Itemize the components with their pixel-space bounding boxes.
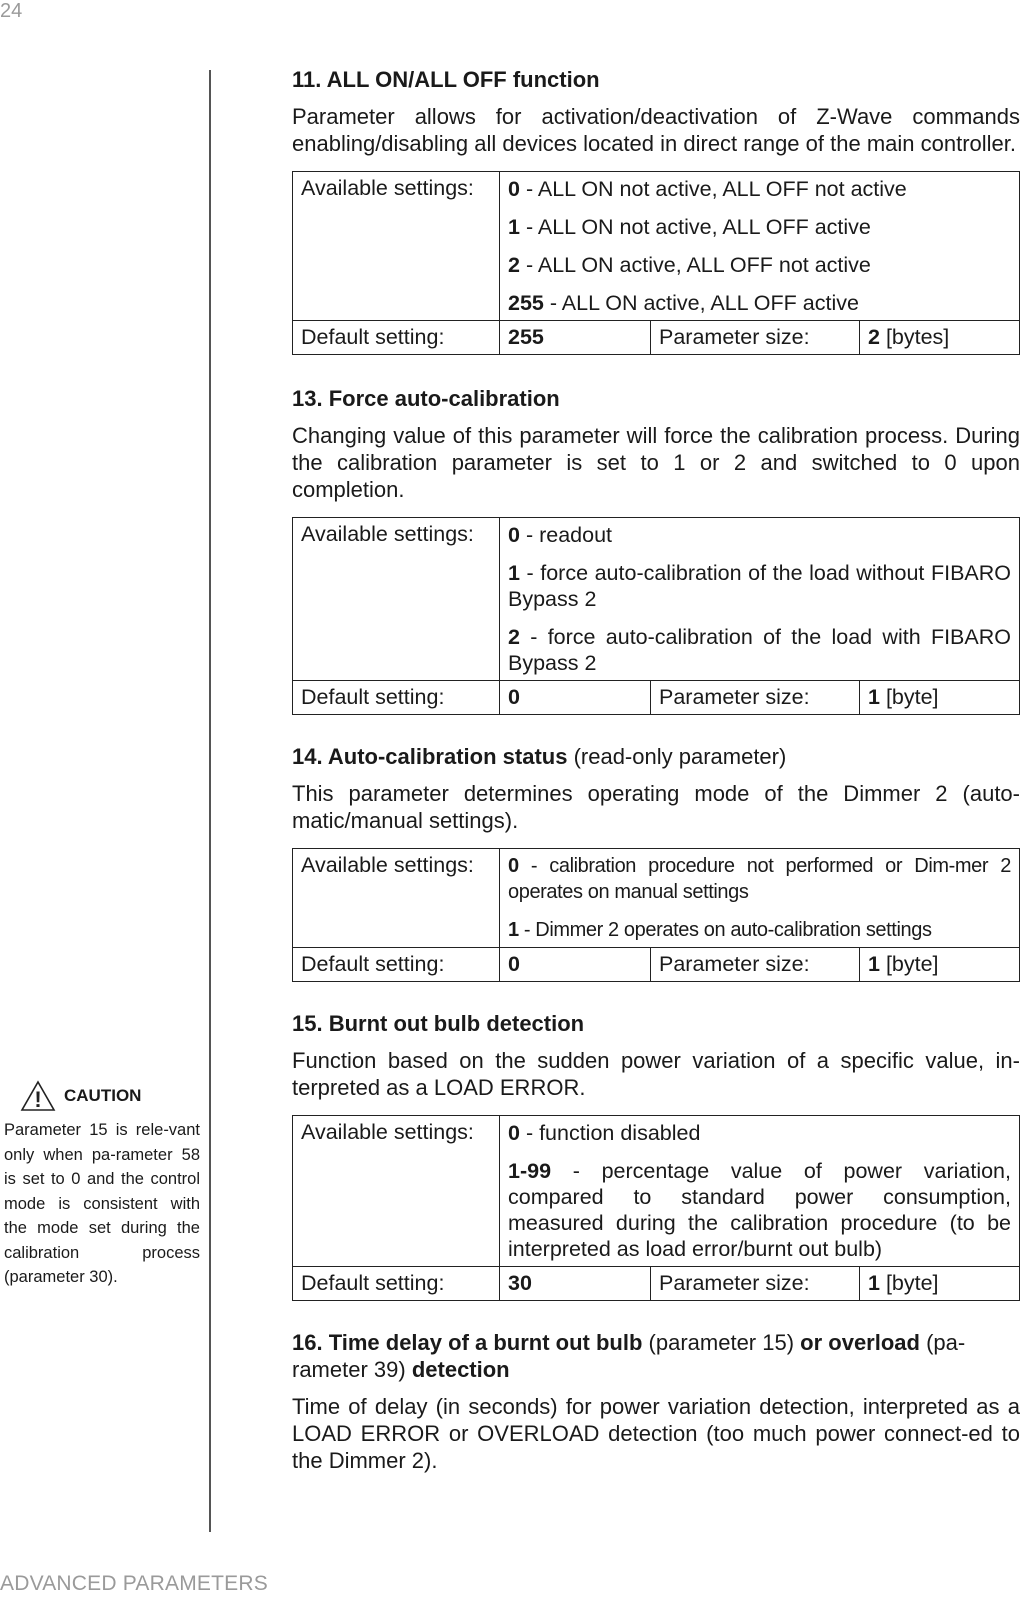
option-text: - percentage value of power variation, compared to standard power consumption, measured during the calibration procedure (to be interpreted as load error/burnt out bulb) [508,1159,1011,1261]
option-text: - readout [519,523,612,547]
parameter-size-value [860,321,1020,355]
section-parameter-15 [292,1010,1020,1301]
section-description: Time of delay (in seconds) for power variation detection, interpreted as a LOAD ERROR or OVERLOAD detection (too much power connect-ed to the Dimmer 2). [292,1394,1020,1473]
option-item [508,522,1011,548]
caution-header [20,1080,200,1112]
default-setting-label: Default setting: [293,321,500,355]
option-value: 2 [508,625,520,649]
warning-triangle-icon [20,1080,56,1112]
size-number: 2 [868,325,880,349]
size-number: 1 [868,952,880,976]
caution-title: CAUTION [64,1086,142,1105]
parameter-table [292,848,1020,982]
caution-text: Parameter 15 is rele-vant only when pa-rameter 58 is set to 0 and the control mode is consistent with the mode set during the calibration process (parameter 30). [4,1121,200,1286]
default-setting-value [500,1267,651,1301]
option-item [508,560,1011,612]
option-item [508,624,1011,676]
section-title-main: 14. Auto-calibration status [292,744,568,769]
option-item [508,917,1011,943]
section-title: 15. Burnt out bulb detection [292,1011,585,1036]
svg-text:!: ! [34,1087,42,1112]
available-settings-row [293,172,1020,321]
section-parameter-13 [292,385,1020,715]
section-description: Function based on the sudden power variation of a specific value, in-terpreted as a LOAD ERROR. [292,1048,1020,1100]
available-settings-label: Available settings: [293,518,500,681]
default-value: 0 [508,952,520,976]
section-title [292,1329,1020,1383]
option-text: - Dimmer 2 operates on auto-calibration settings [518,919,932,941]
option-value: 0 [508,177,520,201]
available-settings-label: Available settings: [293,849,500,948]
default-setting-row [293,948,1020,982]
default-setting-value [500,681,651,715]
option-value: 1 [508,561,520,585]
option-item [508,214,1011,240]
default-setting-label: Default setting: [293,1267,500,1301]
option-text: - ALL ON active, ALL OFF active [543,291,859,315]
parameter-size-value [860,1267,1020,1301]
section-title-part: 16. Time delay of a burnt out bulb [292,1330,643,1355]
size-number: 1 [868,1271,880,1295]
available-settings-label: Available settings: [293,172,500,321]
option-text: - calibration procedure not performed or Dim-mer 2 operates on manual settings [508,855,1011,903]
option-text: - force auto-calibration of the load with FIBARO Bypass 2 [508,625,1011,675]
section-title: 13. Force auto-calibration [292,386,560,411]
section-description: Changing value of this parameter will force the calibration process. During the calibration parameter is set to 1 or 2 and switched to 0 upon completion. [292,423,1020,502]
parameter-size-label: Parameter size: [651,1267,860,1301]
default-setting-value [500,948,651,982]
default-setting-row [293,1267,1020,1301]
options-cell [500,172,1020,321]
option-item [508,252,1011,278]
option-value: 255 [508,291,544,315]
default-setting-value [500,321,651,355]
option-value: 1 [508,919,519,941]
option-item [508,1120,1011,1146]
page-number: 24 [0,0,23,22]
section-title-part: or overload [800,1330,920,1355]
size-unit: [byte] [879,1271,939,1295]
options-cell [500,849,1020,948]
available-settings-label: Available settings: [293,1116,500,1267]
option-text: - ALL ON not active, ALL OFF not active [519,177,907,201]
parameter-size-value [860,681,1020,715]
default-setting-row [293,681,1020,715]
option-text: - function disabled [519,1121,701,1145]
section-title-part: (pa-rameter 39) [292,1330,966,1382]
parameter-table [292,171,1020,355]
section-description: Parameter allows for activation/deactivation of Z-Wave commands enabling/disabling all devices located in direct range of the main controller. [292,104,1020,156]
size-unit: [byte] [879,685,939,709]
parameter-size-label: Parameter size: [651,948,860,982]
section-title-part: detection [411,1357,510,1382]
parameter-size-label: Parameter size: [651,321,860,355]
parameter-table [292,517,1020,715]
option-value: 1-99 [508,1159,552,1183]
available-settings-row [293,1116,1020,1267]
section-title-suffix: (read-only parameter) [567,744,787,769]
default-setting-row [293,321,1020,355]
size-number: 1 [868,685,880,709]
size-unit: [bytes] [879,325,950,349]
available-settings-row [293,849,1020,948]
section-parameter-16 [292,1329,1020,1474]
default-value: 255 [508,325,544,349]
default-value: 30 [508,1271,532,1295]
option-item [508,853,1011,905]
options-cell [500,518,1020,681]
option-item [508,1158,1011,1262]
option-value: 0 [508,1121,520,1145]
option-value: 0 [508,855,519,877]
margin-divider [209,70,211,1532]
section-description: This parameter determines operating mode of the Dimmer 2 (auto-matic/manual settings). [292,781,1020,833]
footer-section-label: ADVANCED PARAMETERS [0,1572,268,1595]
parameter-table [292,1115,1020,1301]
option-text: - ALL ON not active, ALL OFF active [519,215,871,239]
available-settings-row [293,518,1020,681]
parameter-size-value [860,948,1020,982]
parameter-size-label: Parameter size: [651,681,860,715]
section-title: 11. ALL ON/ALL OFF function [292,67,600,92]
option-value: 1 [508,215,520,239]
default-setting-label: Default setting: [293,681,500,715]
option-text: - ALL ON active, ALL OFF not active [519,253,871,277]
size-unit: [byte] [879,952,939,976]
option-value: 2 [508,253,520,277]
option-item [508,176,1011,202]
section-title-part: (parameter 15) [642,1330,801,1355]
caution-note [4,1080,200,1290]
main-content [292,66,1020,1474]
section-title [292,743,1020,770]
option-value: 0 [508,523,520,547]
option-item [508,290,1011,316]
section-parameter-14 [292,743,1020,982]
section-parameter-11 [292,66,1020,355]
default-value: 0 [508,685,520,709]
option-text: - force auto-calibration of the load without FIBARO Bypass 2 [508,561,1011,611]
default-setting-label: Default setting: [293,948,500,982]
options-cell [500,1116,1020,1267]
